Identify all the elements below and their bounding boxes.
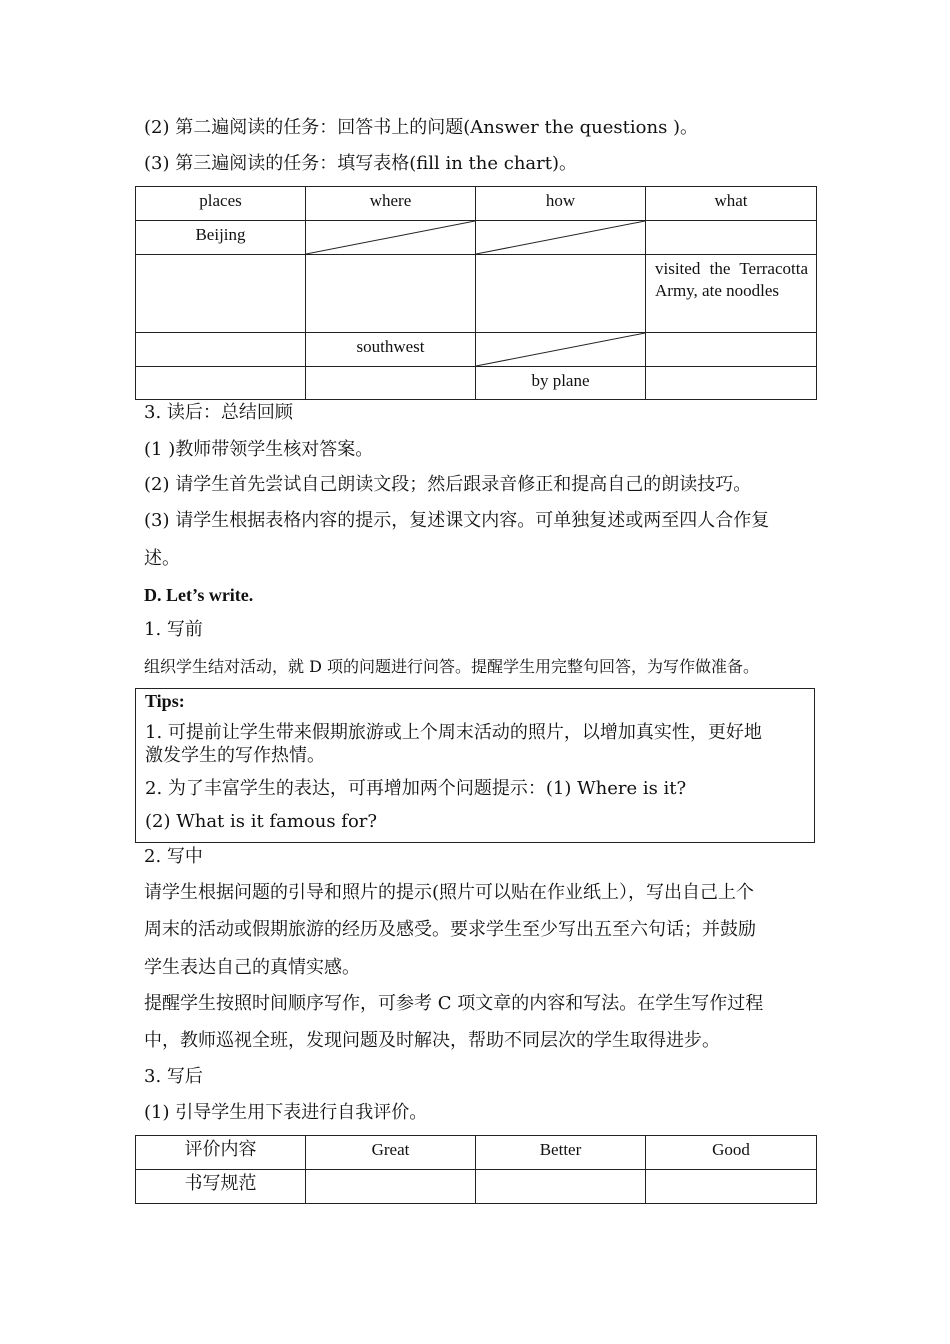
chart-row: [136, 255, 817, 333]
chart-cell-crossed: [306, 221, 476, 255]
reading-task-3: (3) 第三遍阅读的任务：填写表格(fill in the chart)。: [144, 153, 578, 174]
chart-header-row: [136, 187, 817, 221]
chart-cell: southwest: [306, 333, 476, 367]
tips-title: Tips:: [145, 691, 185, 711]
while-writing-heading: 2. 写中: [144, 846, 203, 867]
chart-cell: [646, 221, 817, 255]
evaluation-table: [135, 1135, 817, 1204]
evaluation-cell: [476, 1170, 646, 1204]
chart-cell: visited the Terracotta Army, ate noodles: [646, 255, 817, 333]
evaluation-header-row: [136, 1136, 817, 1170]
while-writing-p1: 请学生根据问题的引导和照片的提示(照片可以贴在作业纸上），写出自己上个: [144, 882, 755, 903]
tips-box: [135, 688, 815, 843]
after-reading-heading: 3. 读后：总结回顾: [144, 402, 293, 423]
chart-cell: [306, 255, 476, 333]
fill-in-chart: [135, 186, 817, 400]
evaluation-header-cell: 评价内容: [136, 1136, 306, 1170]
while-writing-p1-cont: 周末的活动或假期旅游的经历及感受。要求学生至少写出五至六句话；并鼓励: [144, 919, 756, 940]
chart-cell-crossed: [476, 333, 646, 367]
reading-task-2: (2) 第二遍阅读的任务：回答书上的问题(Answer the questions )。: [144, 117, 699, 138]
chart-cell: [136, 367, 306, 400]
diagonal-line: [476, 221, 645, 254]
post-writing-item-1: (1) 引导学生用下表进行自我评价。: [144, 1102, 428, 1123]
chart-cell: [306, 367, 476, 400]
pre-writing-text: 组织学生结对活动，就 D 项的问题进行问答。提醒学生用完整句回答，为写作做准备。: [144, 657, 760, 676]
after-reading-item-2: (2) 请学生首先尝试自己朗读文段；然后跟录音修正和提高自己的朗读技巧。: [144, 474, 752, 495]
chart-cell-crossed: [476, 221, 646, 255]
evaluation-header-cell: Good: [646, 1136, 817, 1170]
evaluation-cell: 书写规范: [136, 1170, 306, 1204]
chart-cell: [646, 367, 817, 400]
chart-cell: [136, 333, 306, 367]
chart-row: [136, 367, 817, 400]
evaluation-header-cell: Great: [306, 1136, 476, 1170]
chart-cell: [476, 255, 646, 333]
tip-3: (2) What is it famous for?: [145, 811, 378, 832]
chart-header-cell: what: [646, 187, 817, 221]
diagonal-line: [476, 333, 645, 366]
diagonal-line: [306, 221, 475, 254]
post-writing-heading: 3. 写后: [144, 1066, 203, 1087]
chart-row: [136, 221, 817, 255]
chart-cell: Beijing: [136, 221, 306, 255]
chart-row: [136, 333, 817, 367]
while-writing-p2-cont: 中，教师巡视全班，发现问题及时解决，帮助不同层次的学生取得进步。: [144, 1030, 720, 1051]
chart-cell: by plane: [476, 367, 646, 400]
pre-writing-heading: 1. 写前: [144, 619, 203, 640]
chart-header-cell: how: [476, 187, 646, 221]
chart-cell: [646, 333, 817, 367]
evaluation-header-cell: Better: [476, 1136, 646, 1170]
evaluation-row: [136, 1170, 817, 1204]
chart-cell: [136, 255, 306, 333]
evaluation-cell: [646, 1170, 817, 1204]
tip-2: 2. 为了丰富学生的表达，可再增加两个问题提示：(1) Where is it?: [145, 778, 687, 799]
chart-header-cell: places: [136, 187, 306, 221]
chart-header-cell: where: [306, 187, 476, 221]
after-reading-item-3-cont: 述。: [144, 548, 180, 569]
after-reading-item-1: (1 )教师带领学生核对答案。: [144, 439, 374, 460]
tip-1-cont: 激发学生的写作热情。: [145, 745, 325, 766]
after-reading-item-3: (3) 请学生根据表格内容的提示，复述课文内容。可单独复述或两至四人合作复: [144, 510, 770, 531]
while-writing-p1-end: 学生表达自己的真情实感。: [144, 957, 360, 978]
evaluation-cell: [306, 1170, 476, 1204]
tip-1: 1. 可提前让学生带来假期旅游或上个周末活动的照片，以增加真实性，更好地: [145, 722, 762, 743]
section-d-title: D. Let’s write.: [144, 585, 254, 605]
while-writing-p2: 提醒学生按照时间顺序写作，可参考 C 项文章的内容和写法。在学生写作过程: [144, 993, 764, 1014]
